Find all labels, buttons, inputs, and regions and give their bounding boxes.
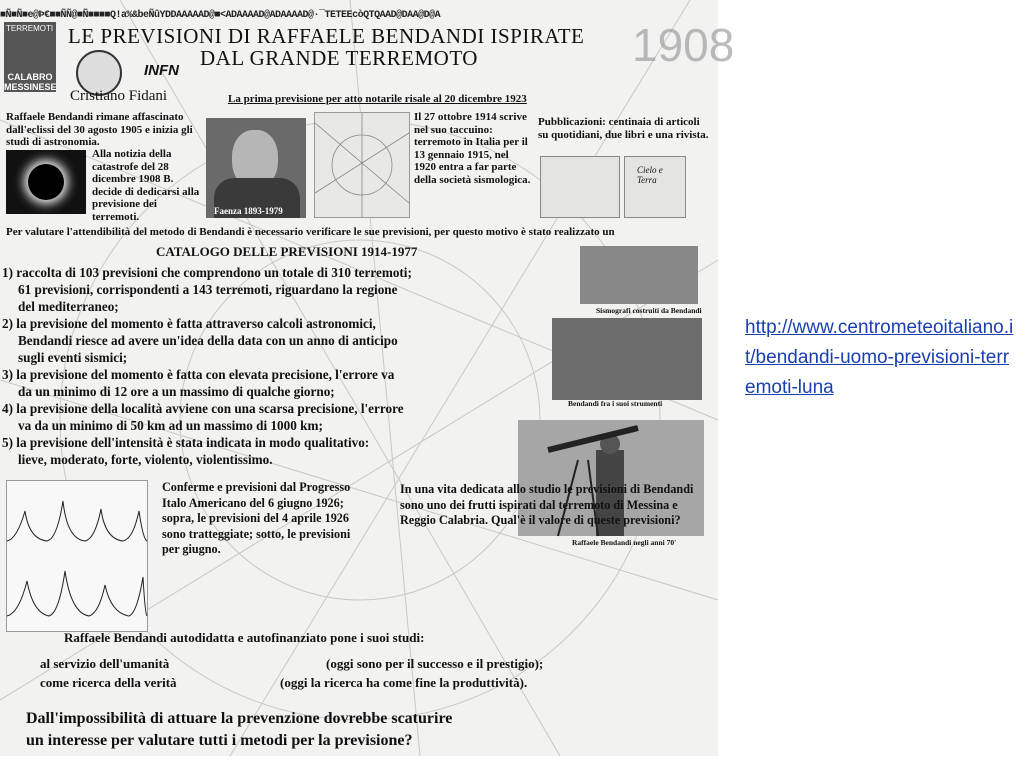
list-line: da un minimo di 12 ore a un massimo di qualche giorno; [18, 384, 335, 399]
life-text: In una vita dedicata allo studio le previsioni di Bendandi sono uno dei frutti ispirati dal terremoto di Messina e Reggio Calabria. Qual'è il valore di queste previsioni? [400, 482, 694, 527]
intro-text: Raffaele Bendandi rimane affascinato dall'eclissi del 30 agosto 1905 e inizia gli studi di astronomia. [6, 111, 193, 148]
year-stamp: 1908 [632, 19, 735, 71]
list-line: Bendandi riesce ad avere un'idea della data con un anno di anticipo [18, 333, 398, 348]
telescope-caption: Raffaele Bendandi negli anni 70' [572, 538, 677, 547]
list-line: 2) la previsione del momento è fatta attraverso calcoli astronomici, [2, 316, 376, 331]
scan-header-strip: ■Ñ■Ñ■e@Þ€■■ÑÑ@■Ñ■■■■Q!a%&beÑûYDDAAAAAD@■<ADAAAAD@ADAAAAD@·¯TETEEcòQTQAAD@DAA@D@A [0, 10, 441, 21]
seismograph-wave-chart [6, 480, 148, 632]
astronomical-diagram [314, 112, 410, 218]
author-name: Cristiano Fidani [70, 88, 168, 104]
eclipse-corona-icon [28, 164, 64, 200]
logo-bottom-text: CALABRO MESSINESE [4, 72, 57, 92]
book-cover-title: Cielo e Terra [637, 165, 663, 185]
list-line: lieve, moderato, forte, violento, violentissimo. [18, 452, 273, 467]
confirmations-text: Conferme e previsioni dal Progresso Italo Americano del 6 giugno 1926; sopra, le previsioni del 4 aprile 1926 sono tratteggiate; sotto, le previsioni per giugno. [162, 480, 351, 556]
seismographs-caption: Sismografi costruiti da Bendandi [596, 306, 702, 315]
infn-logo: INFN [144, 62, 179, 79]
book-cover-1 [540, 156, 620, 218]
service-line-left: al servizio dell'umanità [40, 656, 170, 671]
poster-title-line1: LE PREVISIONI DI RAFFAELE BENDANDI ISPIRATE [68, 24, 585, 48]
list-line: sugli eventi sismici; [18, 350, 128, 365]
instruments-caption: Bendandi fra i suoi strumenti [568, 399, 663, 408]
logo-top-text: TERREMOTI [6, 24, 54, 33]
closing-question-line2: un interesse per valutare tutti i metodi per la previsione? [26, 732, 413, 749]
seismographs-photo [580, 246, 698, 304]
poster-subtitle: La prima previsione per atto notarile risale al 20 dicembre 1923 [228, 93, 527, 105]
truth-line-right: (oggi la ricerca ha come fine la produttività). [280, 675, 528, 690]
closing-question-line1: Dall'impossibilità di attuare la prevenzione dovrebbe scaturire [26, 710, 453, 727]
catalog-list [2, 264, 412, 468]
source-link[interactable]: http://www.centrometeoitaliano.it/bendandi-uomo-previsioni-terremoti-luna [745, 317, 1014, 398]
list-line: 4) la previsione della località avviene con una scarsa precisione, l'errore [2, 401, 404, 416]
instruments-photo [552, 318, 702, 400]
list-line: 5) la previsione dell'intensità è stata indicata in modo qualitativo: [2, 435, 370, 450]
truth-line-left: come ricerca della verità [40, 675, 177, 690]
list-line: 3) la previsione del momento è fatta con elevata precisione, l'errore va [2, 367, 395, 382]
list-line: 1) raccolta di 103 previsioni che comprendono un totale di 310 terremoti; [2, 265, 412, 280]
poster-title-line2: DAL GRANDE TERREMOTO [200, 46, 478, 70]
portrait-caption: Faenza 1893-1979 [214, 206, 283, 216]
validation-text: Per valutare l'attendibilità del metodo di Bendandi è necessario verificare le sue previsioni, per questo motivo è stato realizzato un [6, 226, 615, 238]
list-line: del mediterraneo; [18, 299, 119, 314]
list-line: 61 previsioni, corrispondenti a 143 terremoti, riguardano la regione [18, 282, 398, 297]
book-cover-2 [624, 156, 686, 218]
diary-text: Il 27 ottobre 1914 scrive nel suo taccuino: terremoto in Italia per il 13 gennaio 1915, nel 1920 entra a far parte della società sismologica. [414, 111, 531, 186]
self-taught-line: Raffaele Bendandi autodidatta e autofinanziato pone i suoi studi: [64, 630, 425, 645]
catalog-heading: CATALOGO DELLE PREVISIONI 1914-1977 [156, 244, 418, 259]
catastrophe-text: Alla notizia della catastrofe del 28 dicembre 1908 B. decide di dedicarsi alla previsione dei terremoti. [92, 148, 200, 223]
list-line: va da un minimo di 50 km ad un massimo di 1000 km; [18, 418, 323, 433]
service-line-right: (oggi sono per il successo e il prestigio); [326, 656, 544, 671]
publications-text: Pubblicazioni: centinaia di articoli su quotidiani, due libri e una rivista. [538, 116, 709, 141]
